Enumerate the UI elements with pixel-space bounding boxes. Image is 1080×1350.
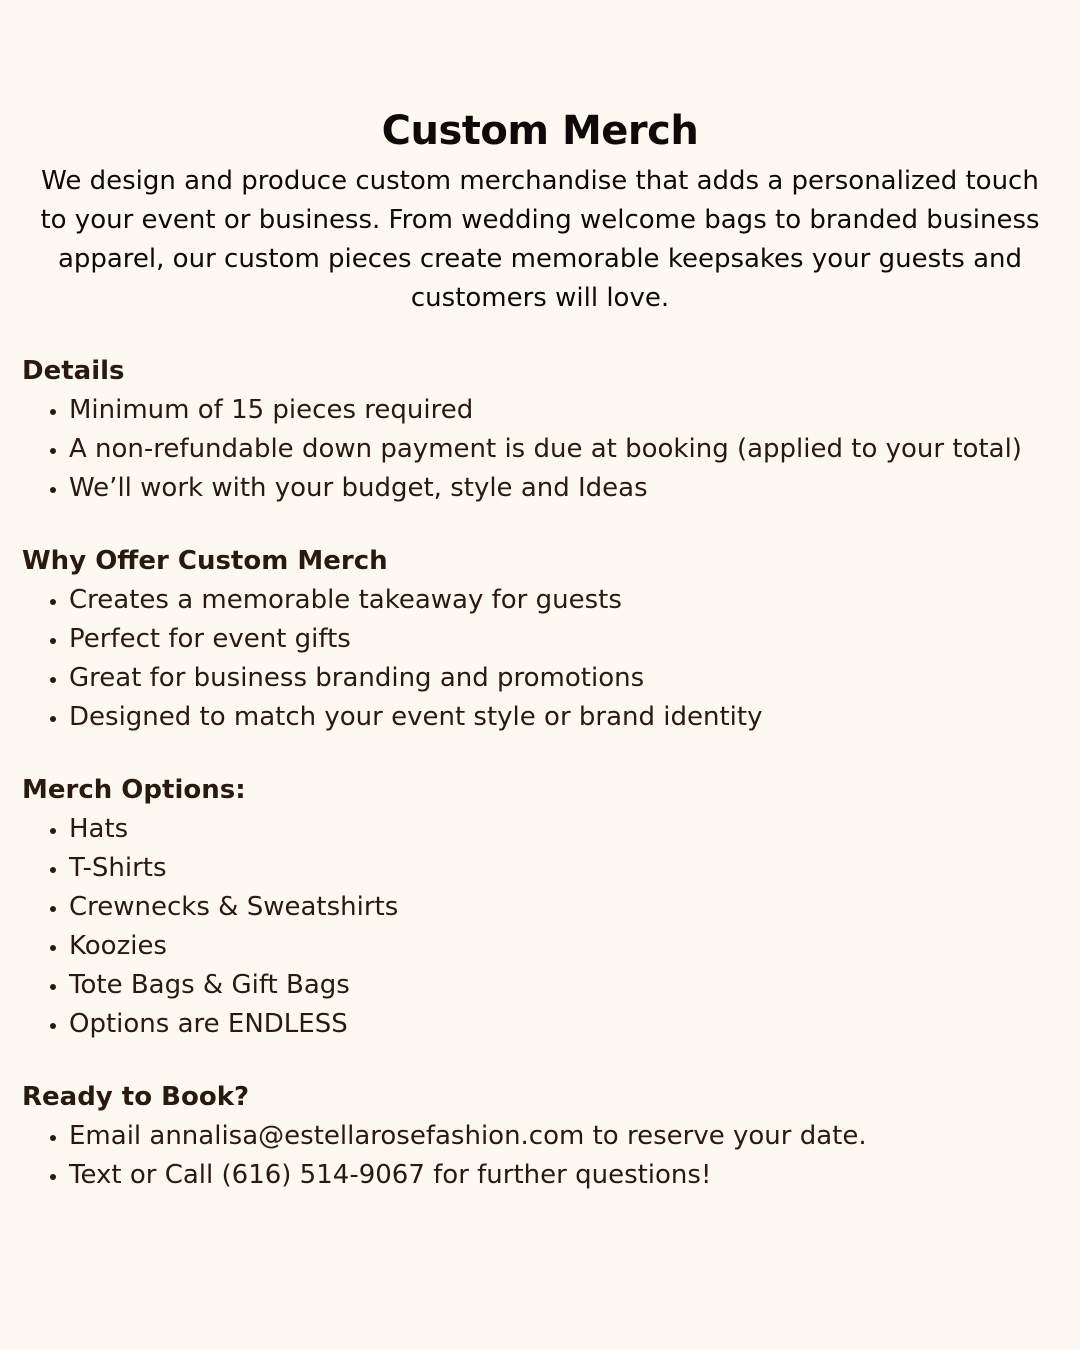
intro-paragraph: We design and produce custom merchandise that adds a personalized touch to your event or business. From wedding welcome bags to branded business apparel, our custom pieces create memorable keepsakes your guests and customers will love. [40,166,1040,313]
merch-options-list [22,810,1058,1044]
section-heading: Why Offer Custom Merch [22,546,388,576]
list-item: • Tote Bags & Gift Bags [69,966,1058,1005]
list-item: • Minimum of 15 pieces required [69,391,1058,430]
why-offer-list [22,581,1058,737]
section-merch-options [22,771,1058,1044]
list-item: • Creates a memorable takeaway for guests [69,581,1058,620]
section-heading: Details [22,356,125,386]
list-item: • Hats [69,810,1058,849]
list-item: • We’ll work with your budget, style and Ideas [69,469,1058,508]
page-title: Custom Merch [381,108,699,154]
list-item: • T-Shirts [69,849,1058,888]
details-list [22,391,1058,508]
section-why-offer [22,542,1058,737]
list-item: • A non-refundable down payment is due at booking (applied to your total) [69,430,1058,469]
list-item: • Perfect for event gifts [69,620,1058,659]
section-heading: Ready to Book? [22,1082,250,1112]
section-ready-to-book [22,1078,1058,1195]
list-item: • Koozies [69,927,1058,966]
section-heading: Merch Options: [22,775,246,805]
list-item: • Great for business branding and promotions [69,659,1058,698]
list-item: • Designed to match your event style or brand identity [69,698,1058,737]
section-details [22,352,1058,508]
list-item: • Options are ENDLESS [69,1005,1058,1044]
email-contact-item: • Email annalisa@estellarosefashion.com to reserve your date. [69,1117,1058,1156]
list-item: • Crewnecks & Sweatshirts [69,888,1058,927]
booking-list [22,1117,1058,1195]
phone-contact-item: • Text or Call (616) 514-9067 for further questions! [69,1156,1058,1195]
